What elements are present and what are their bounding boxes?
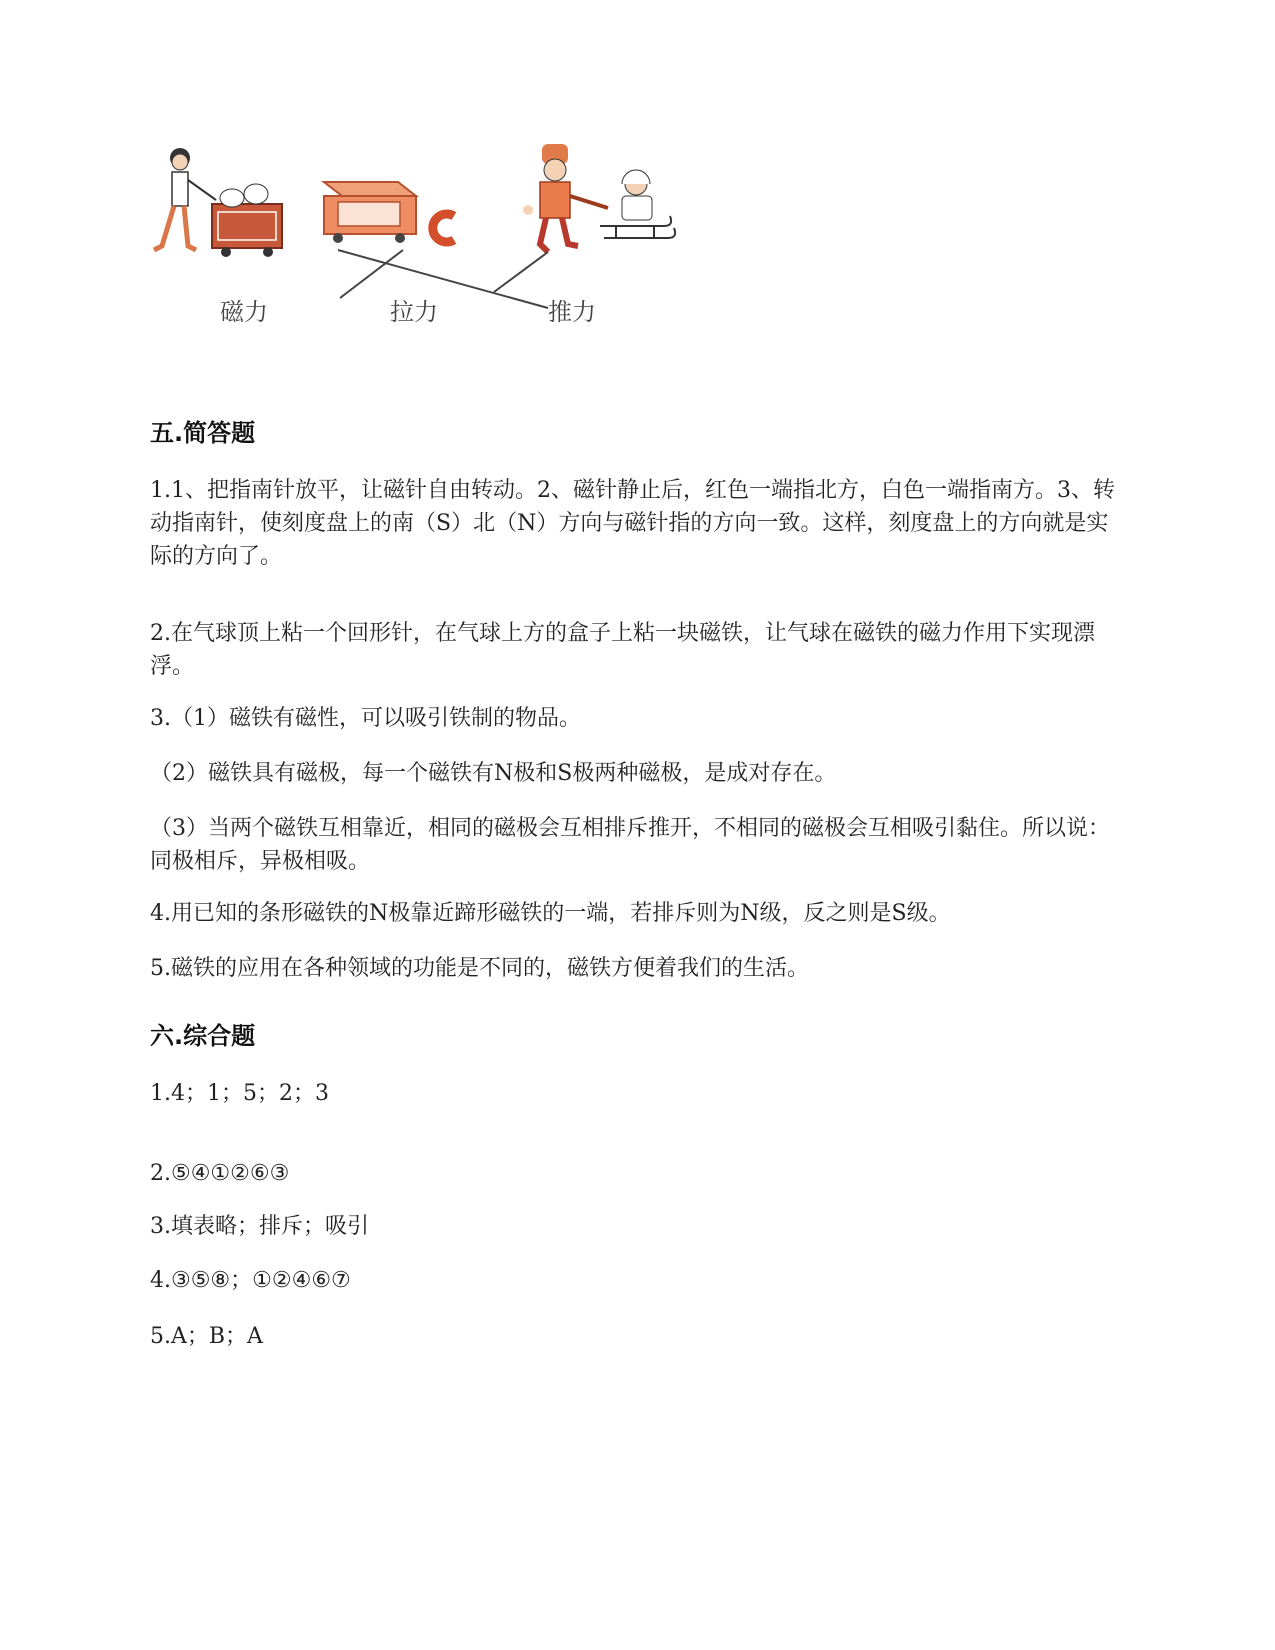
- section-6-heading: 六.综合题: [150, 1022, 256, 1050]
- matching-illustration: [148, 140, 708, 350]
- figure-label-magnetic: 磁力: [220, 298, 268, 326]
- match-line-2: [340, 250, 403, 298]
- answer-5-3-1: 3.（1）磁铁有磁性，可以吸引铁制的物品。: [150, 706, 581, 731]
- kid-pulling-sled-illustration: [523, 144, 675, 252]
- box-cart-magnet-illustration: [324, 182, 454, 243]
- answer-6-2: 2.⑤④①②⑥③: [150, 1161, 290, 1186]
- answer-6-4: 4.③⑤⑧；①②④⑥⑦: [150, 1268, 351, 1293]
- answer-6-1: 1.4；1；5；2；3: [150, 1081, 329, 1106]
- answer-5-4: 4.用已知的条形磁铁的N极靠近蹄形磁铁的一端，若排斥则为N级，反之则是S级。: [150, 901, 951, 926]
- answer-6-5: 5.A；B；A: [150, 1324, 263, 1349]
- match-line-3: [494, 252, 548, 292]
- answer-5-1: 1.1、把指南针放平，让磁针自由转动。2、磁针静止后，红色一端指北方，白色一端指南方。3、转动指南针，使刻度盘上的南（S）北（N）方向与磁针指的方向一致。这样，刻度盘上的方向就是实际的方向了。: [150, 478, 1115, 569]
- answer-6-3: 3.填表略；排斥；吸引: [150, 1214, 369, 1239]
- answer-5-2: 2.在气球顶上粘一个回形针，在气球上方的盒子上粘一块磁铁，让气球在磁铁的磁力作用下实现漂浮。: [150, 621, 1095, 679]
- matching-figure: [148, 140, 708, 350]
- figure-label-pull: 拉力: [390, 298, 438, 326]
- section-5-heading: 五.简答题: [150, 419, 256, 447]
- figure-label-push: 推力: [548, 298, 596, 326]
- match-line-1: [338, 250, 548, 308]
- boy-pushing-cart-illustration: [154, 148, 282, 257]
- answer-5-3-2: （2）磁铁具有磁极，每一个磁铁有N极和S极两种磁极，是成对存在。: [150, 761, 837, 786]
- answer-5-3-3: （3）当两个磁铁互相靠近，相同的磁极会互相排斥推开，不相同的磁极会互相吸引黏住。所以说：同极相斥，异极相吸。: [150, 816, 1111, 874]
- answer-5-5: 5.磁铁的应用在各种领域的功能是不同的，磁铁方便着我们的生活。: [150, 956, 809, 981]
